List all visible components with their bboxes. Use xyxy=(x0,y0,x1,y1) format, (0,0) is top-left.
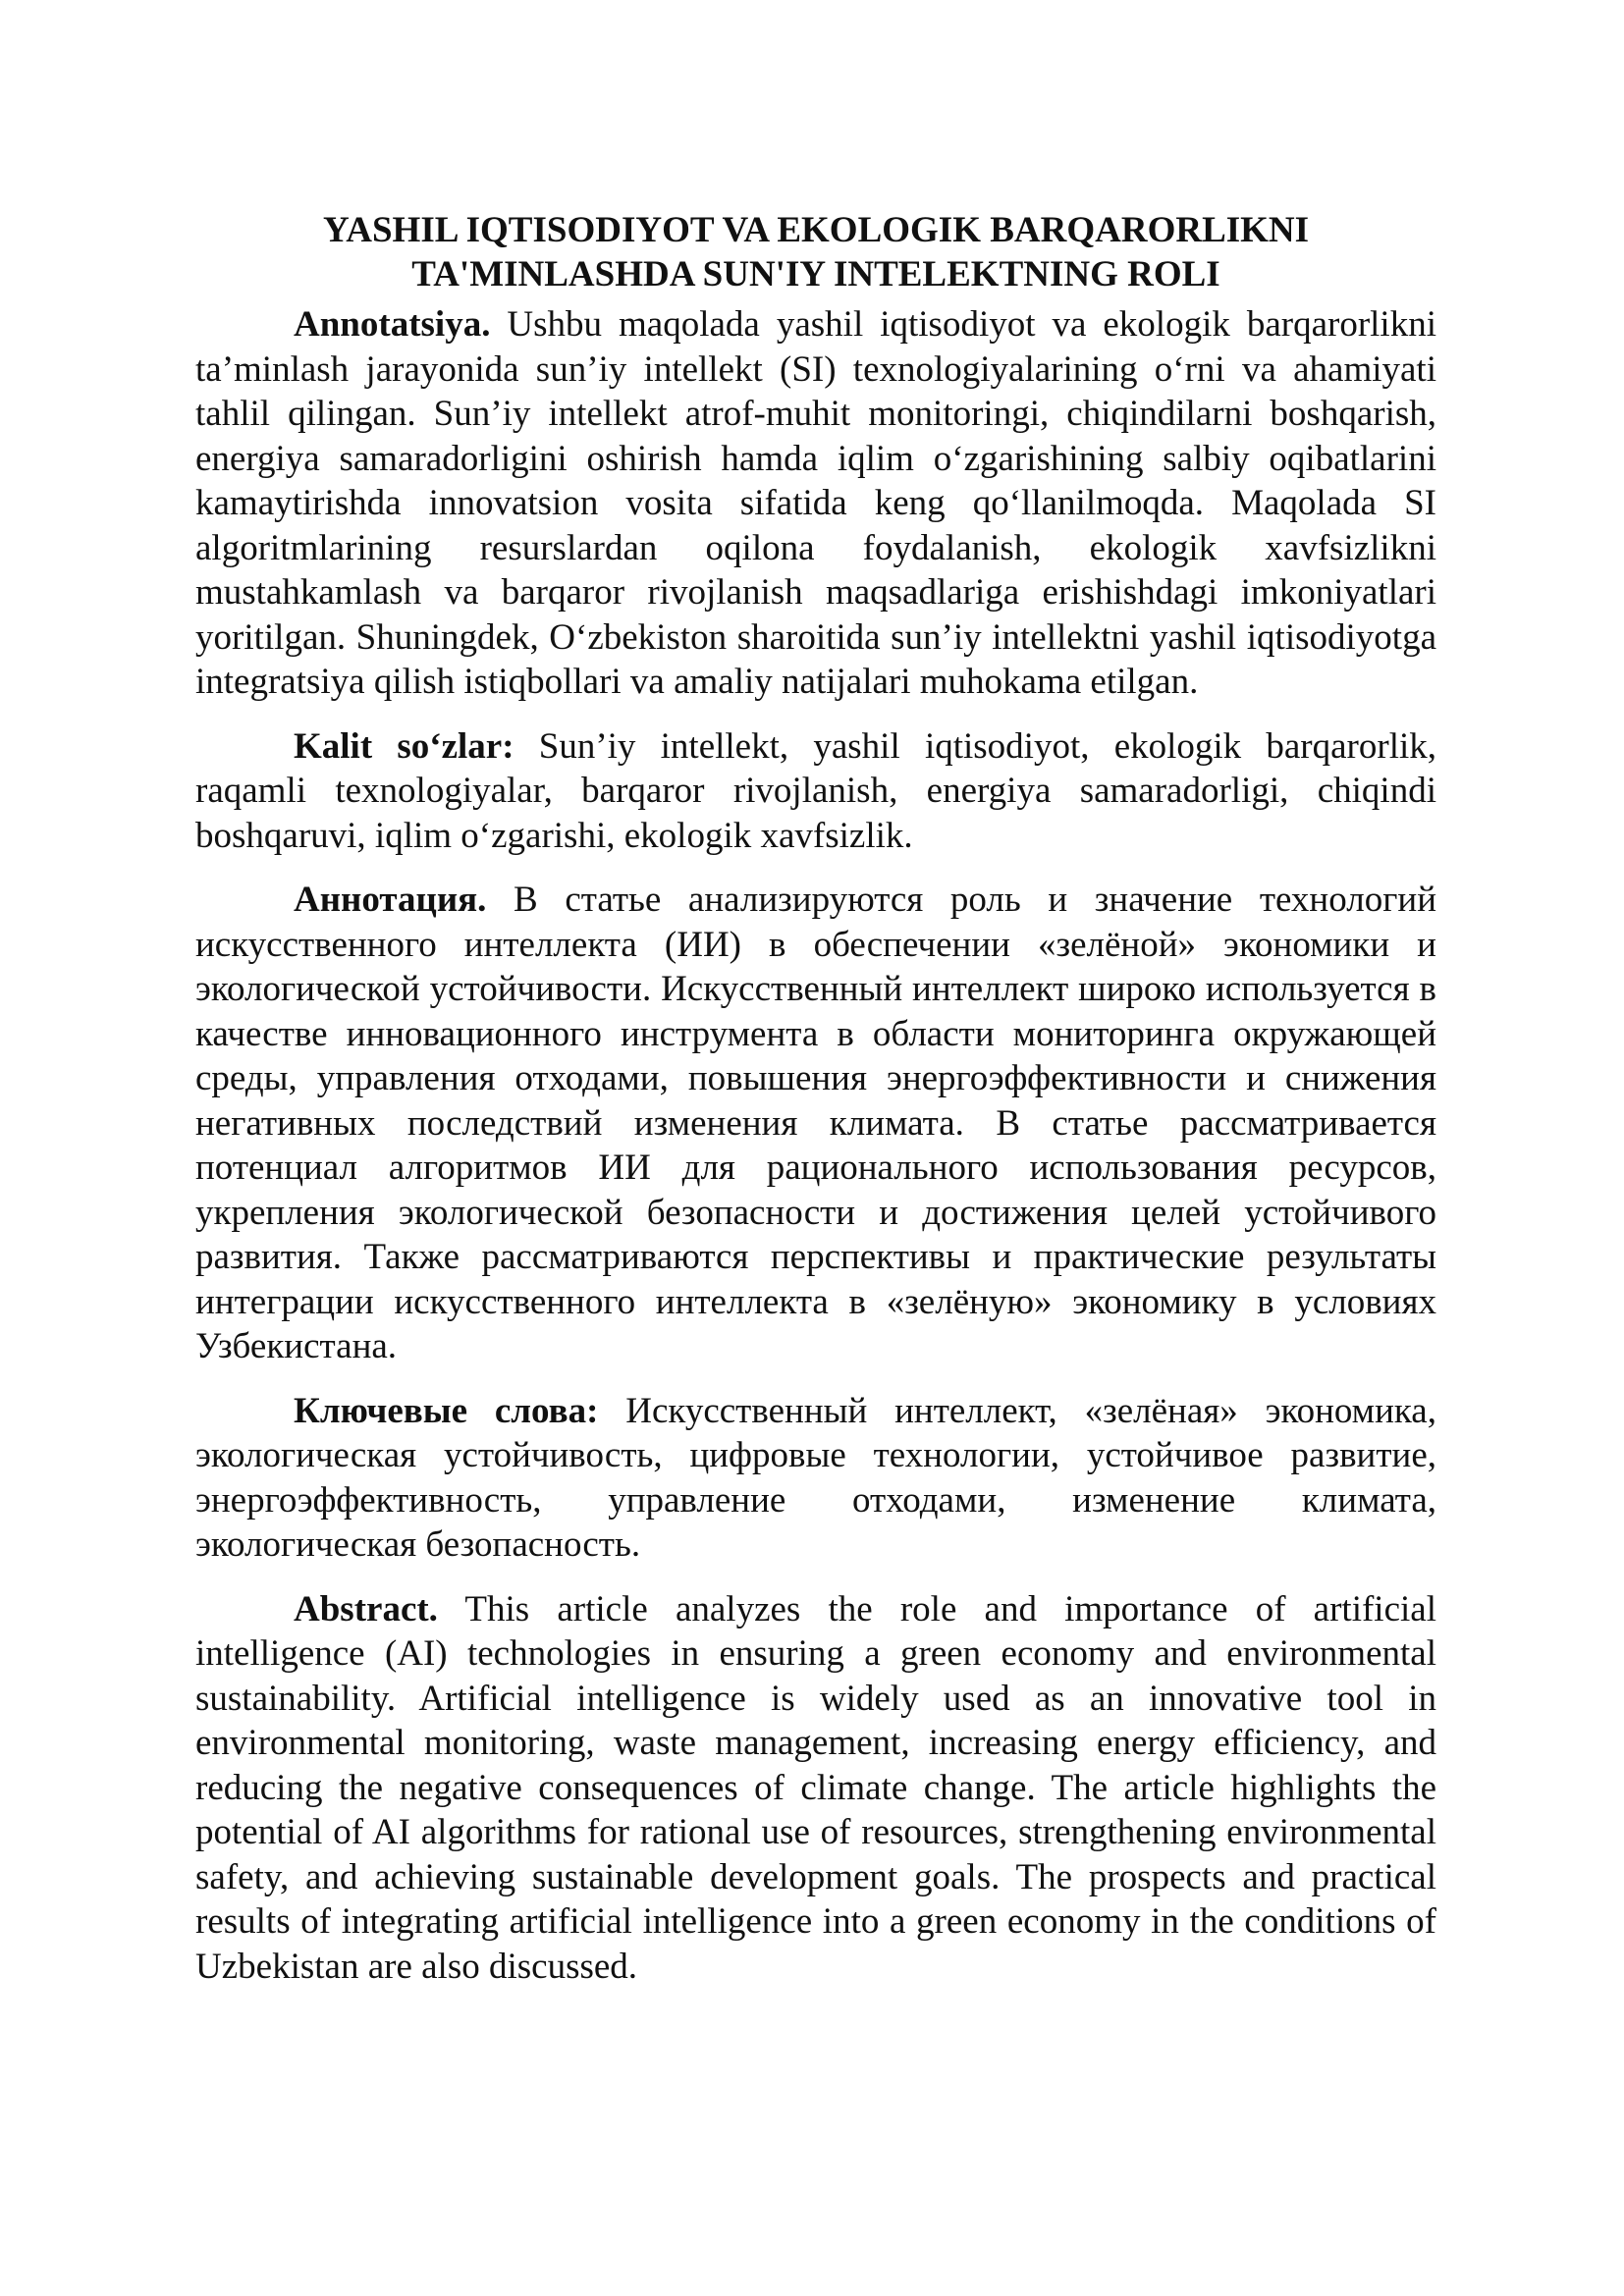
annotation-uzbek-text: Ushbu maqolada yashil iqtisodiyot va ekologik barqarorlikni ta’minlash jarayonida sun’iy intellekt (SI) texnologiyalarining o‘rni va ahamiyati tahlil qilingan. Sun’iy intellekt atrof-muhit monitoringi, chiqindilarni boshqarish, energiya samaradorligini oshirish hamda iqlim o‘zgarishining salbiy oqibatlarini kamaytirishda innovatsion vosita sifatida keng qo‘llanilmoqda. Maqolada SI algoritmlarining resurslardan oqilona foydalanish, ekologik xavfsizlikni mustahkamlash va barqaror rivojlanish maqsadlariga erishishdagi imkoniyatlari yoritilgan. Shuningdek, O‘zbekiston sharoitida sun’iy intellektni yashil iqtisodiyotga integratsiya qilish istiqbollari va amaliy natijalari muhokama etilgan. xyxy=(195,304,1436,702)
annotation-russian xyxy=(195,878,1436,1369)
abstract-english-label: Abstract. xyxy=(294,1588,438,1629)
keywords-uzbek-text: Sun’iy intellekt, yashil iqtisodiyot, ekologik barqarorlik, raqamli texnologiyalar, barqaror rivojlanish, energiya samaradorligi, chiqindi boshqaruvi, iqlim o‘zgarishi, ekologik xavfsizlik. xyxy=(195,725,1437,856)
keywords-uzbek-label: Kalit so‘zlar: xyxy=(294,725,514,767)
annotation-uzbek xyxy=(195,302,1436,705)
annotation-russian-label: Аннотация. xyxy=(294,880,487,920)
keywords-russian-label: Ключевые слова: xyxy=(294,1390,599,1431)
paper-page xyxy=(195,208,1436,2008)
keywords-uzbek xyxy=(195,724,1436,859)
paper-title-line-2: TA'MINLASHDA SUN'IY INTELEKTNING ROLI xyxy=(411,254,1220,294)
annotation-russian-text: В статье анализируются роль и значение технологий искусственного интеллекта (ИИ) в обеспечении «зелёной» экономики и экологической устойчивости. Искусственный интеллект широко используется в качестве инновационного инструмента в области мониторинга окружающей среды, управления отходами, повышения энергоэффективности и снижения негативных последствий изменения климата. В статье рассматривается потенциал алгоритмов ИИ для рационального использования ресурсов, укрепления экологической безопасности и достижения целей устойчивого развития. Также рассматриваются перспективы и практические результаты интеграции искусственного интеллекта в «зелёную» экономику в условиях Узбекистана. xyxy=(195,880,1436,1366)
paper-title xyxy=(195,208,1436,296)
annotation-uzbek-label: Annotatsiya. xyxy=(294,304,491,345)
keywords-russian xyxy=(195,1389,1436,1568)
paper-title-line-1: YASHIL IQTISODIYOT VA EKOLOGIK BARQARORLIKNI xyxy=(322,210,1310,250)
keywords-russian-text: Искусственный интеллект, «зелёная» экономика, экологическая устойчивость, цифровые технологии, устойчивое развитие, энергоэффективность, управление отходами, изменение климата, экологическая безопасность. xyxy=(195,1390,1436,1565)
abstract-english xyxy=(195,1587,1436,1990)
abstract-english-text: This article analyzes the role and importance of artificial intelligence (AI) technologies in ensuring a green economy and environmental sustainability. Artificial intelligence is widely used as an innovative tool in environmental monitoring, waste management, increasing energy efficiency, and reducing the negative consequences of climate change. The article highlights the potential of AI algorithms for rational use of resources, strengthening environmental safety, and achieving sustainable development goals. The prospects and practical results of integrating artificial intelligence into a green economy in the conditions of Uzbekistan are also discussed. xyxy=(195,1588,1436,1987)
